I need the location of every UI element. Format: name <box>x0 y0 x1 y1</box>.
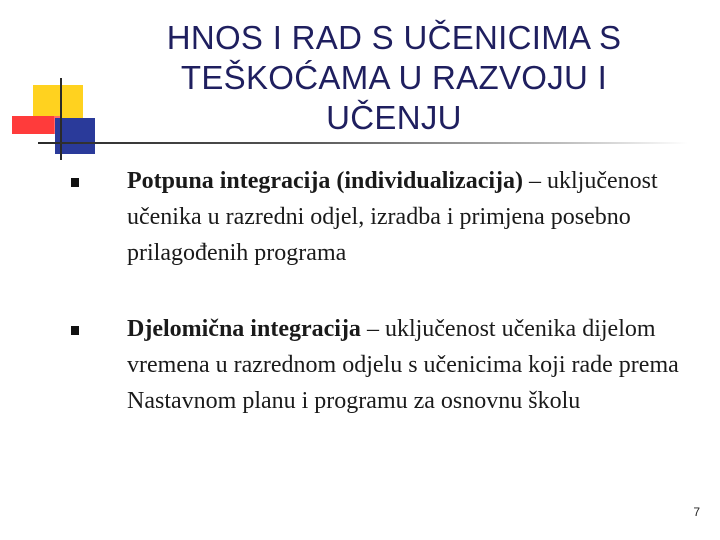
bullet-term: Djelomična integracija <box>127 316 361 342</box>
title-underline <box>38 142 688 144</box>
page-number: 7 <box>693 505 700 519</box>
bullet-text <box>127 163 687 271</box>
slide-title: HNOS I RAD S UČENICIMA S TEŠKOĆAMA U RAZVOJU I UČENJU <box>166 19 622 136</box>
logo-red-bar <box>12 116 54 134</box>
bullet-square-icon <box>71 326 79 335</box>
bullet-term: Potpuna integracija (individualizacija) <box>127 168 523 194</box>
logo-vertical-line <box>60 78 62 160</box>
bullet-description: – uključenost učenika u razredni odjel, izradba i primjena posebno prilagođenih programa <box>127 168 658 266</box>
bullet-description: – uključenost učenika dijelom vremena u razrednom odjelu s učenicima koji rade prema Nastavnom planu i programu za osnovnu školu <box>127 316 679 414</box>
bullet-text <box>127 311 687 419</box>
bullet-square-icon <box>71 178 79 187</box>
